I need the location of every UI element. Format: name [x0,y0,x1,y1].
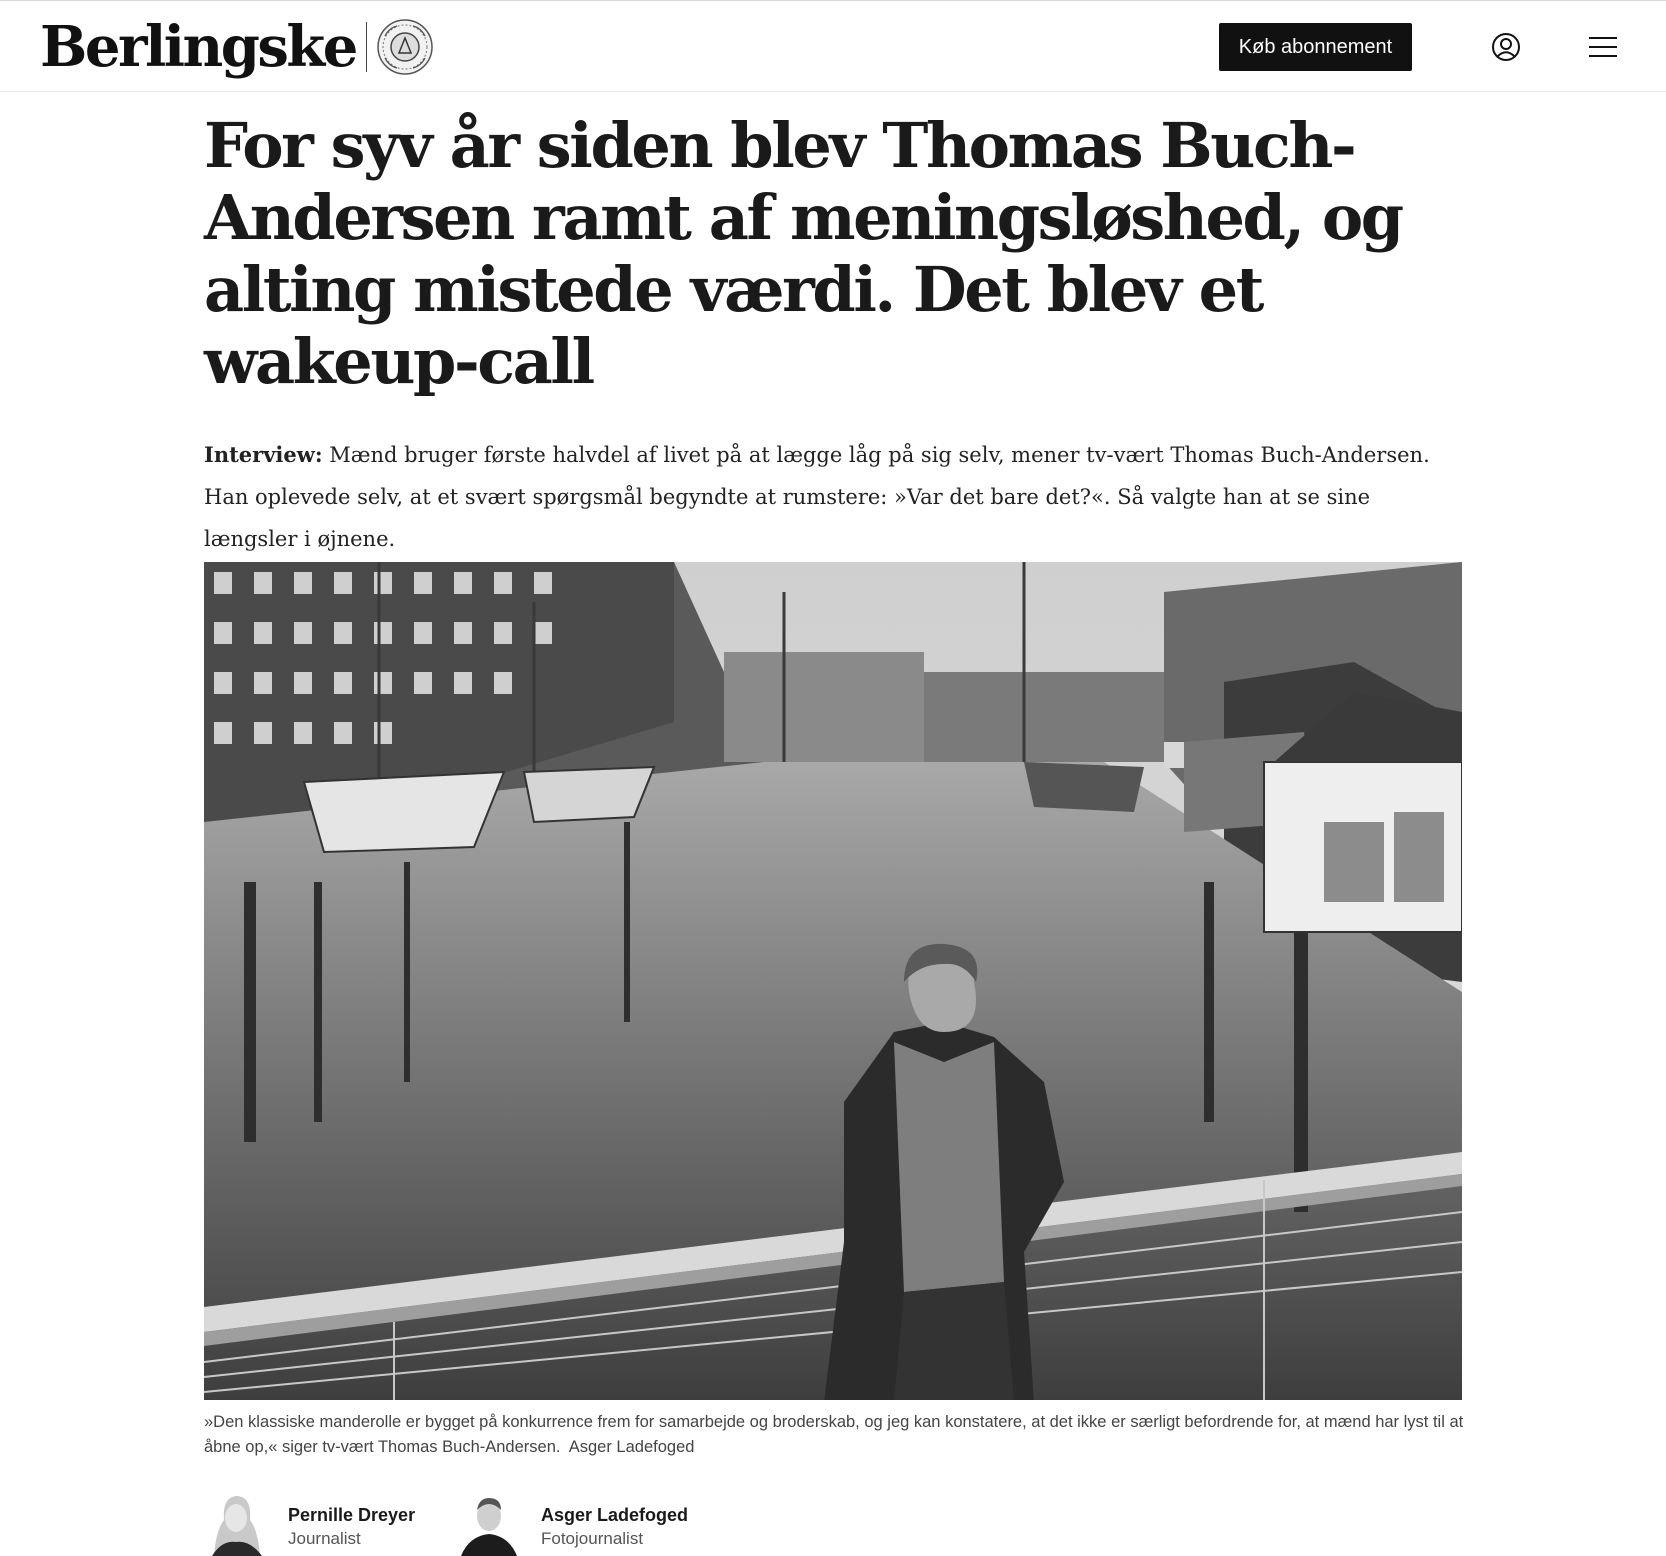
article-headline: For syv år siden blev Thomas Buch-Andersen ramt af meningsløshed, og alting mistede værdi. Det blev et wakeup-call [204,109,1402,398]
main-menu-button[interactable] [1588,31,1618,63]
logo-divider [366,22,367,72]
image-caption [204,1410,1466,1460]
author-name[interactable]: Pernille Dreyer [288,1505,416,1525]
site-header [0,0,1666,92]
caption-text: »Den klassiske manderolle er bygget på konkurrence frem for samarbejde og broderskab, og jeg kan konstatere, at det ikke er særligt befordrende for, at mænd har lyst til at åbne op,« siger tv-vært Thomas Buch-Andersen. [204,1413,1464,1456]
caption-credit: Asger Ladefoged [568,1438,695,1456]
subscribe-button[interactable]: Køb abonnement [1219,23,1412,71]
photographer-name[interactable]: Asger Ladefoged [541,1505,689,1525]
author-role: Journalist [288,1529,361,1548]
byline-photographer[interactable] [457,1490,688,1556]
lead-label: Interview: [204,442,323,467]
avatar [457,1490,521,1556]
avatar [204,1490,268,1556]
article-lead [204,434,1464,560]
user-circle-icon [1491,32,1521,62]
hero-image[interactable] [204,562,1462,1400]
byline-author[interactable] [204,1490,415,1556]
lead-text: Mænd bruger første halvdel af livet på at lægge låg på sig selv, mener tv-vært Thomas Buch-Andersen. Han oplevede selv, at et svært spørgsmål begyndte at rumstere: »Var det bare det?«. Så valgte han at se sine længsler i øjnene. [204,443,1430,551]
crest-icon [375,18,435,76]
canal-photo [204,562,1462,1400]
photographer-role: Fotojournalist [541,1529,644,1548]
site-logo[interactable] [40,15,435,79]
logo-wordmark: Berlingske [40,14,356,80]
user-account-button[interactable] [1490,31,1522,63]
hamburger-menu-icon [1588,35,1618,59]
